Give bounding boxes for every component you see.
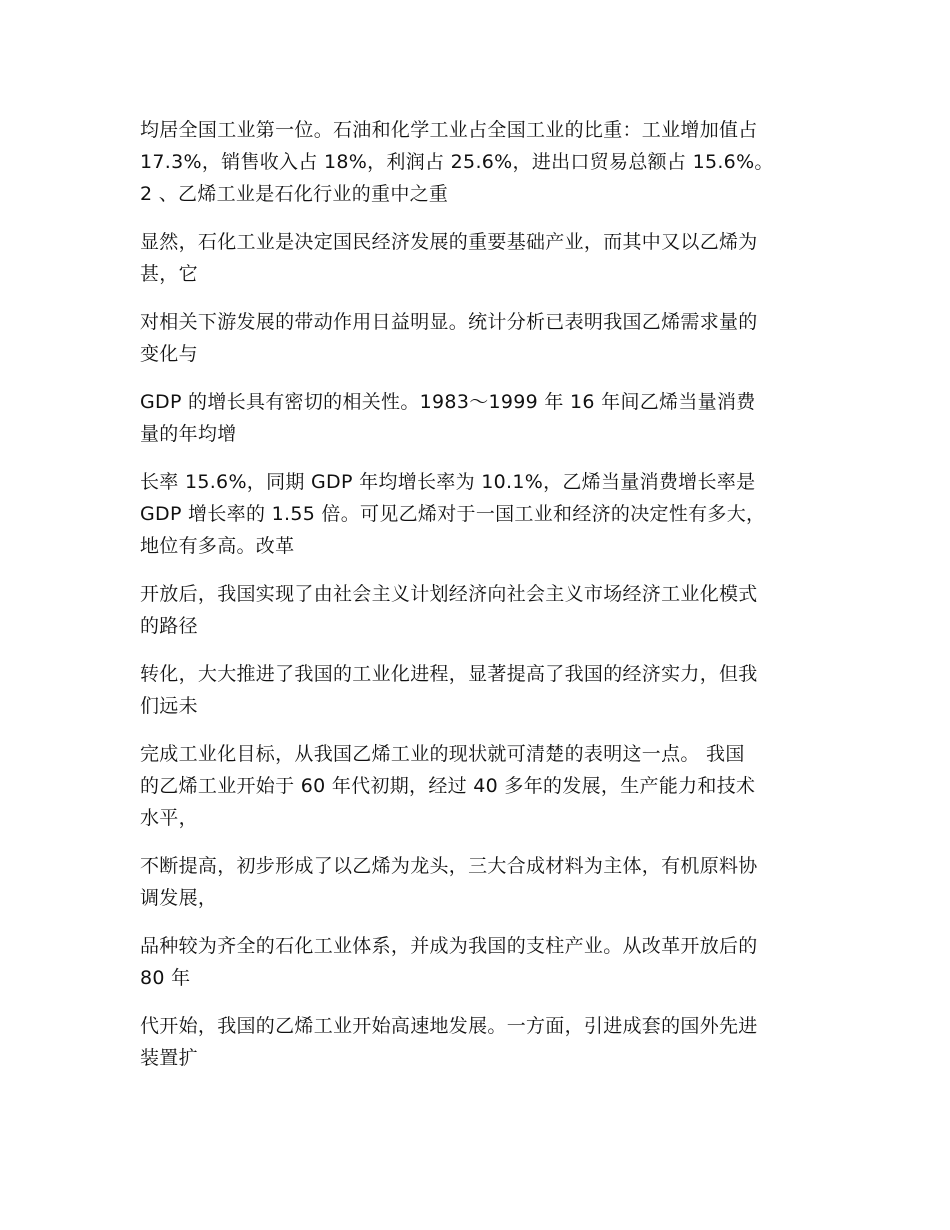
paragraph: [140, 306, 812, 370]
text-line: 长率 15.6%，同期 GDP 年均增长率为 10.1%，乙烯当量消费增长率是: [140, 471, 756, 493]
paragraph: [140, 930, 812, 994]
text-line: 80 年: [140, 967, 191, 989]
text-line: 均居全国工业第一位。石油和化学工业占全国工业的比重：工业增加值占: [140, 119, 758, 141]
paragraph: [140, 578, 812, 642]
text-line: 们远未: [140, 695, 198, 717]
text-line: 不断提高，初步形成了以乙烯为龙头，三大合成材料为主体，有机原料协: [140, 855, 758, 877]
text-line: 完成工业化目标，从我国乙烯工业的现状就可清楚的表明这一点。 我国: [140, 743, 745, 765]
document-body: [140, 114, 812, 1090]
text-line: 的路径: [140, 615, 198, 637]
text-line: 调发展，: [140, 887, 218, 909]
paragraph: [140, 386, 812, 450]
text-line: 显然，石化工业是决定国民经济发展的重要基础产业，而其中又以乙烯为: [140, 231, 758, 253]
text-line: 代开始，我国的乙烯工业开始高速地发展。一方面，引进成套的国外先进: [140, 1015, 758, 1037]
text-line: 开放后，我国实现了由社会主义计划经济向社会主义市场经济工业化模式: [140, 583, 758, 605]
paragraph: [140, 850, 812, 914]
paragraph: [140, 1010, 812, 1074]
text-line: 品种较为齐全的石化工业体系，并成为我国的支柱产业。从改革开放后的: [140, 935, 758, 957]
text-line: 地位有多高。改革: [140, 535, 295, 557]
text-line: GDP 增长率的 1.55 倍。可见乙烯对于一国工业和经济的决定性有多大，: [140, 503, 766, 525]
text-line: 转化，大大推进了我国的工业化进程，显著提高了我国的经济实力，但我: [140, 663, 758, 685]
text-line: 变化与: [140, 343, 198, 365]
text-line: 装置扩: [140, 1047, 198, 1069]
text-line: 甚，它: [140, 263, 198, 285]
paragraph: [140, 114, 812, 210]
paragraph: [140, 658, 812, 722]
text-line: 对相关下游发展的带动作用日益明显。统计分析已表明我国乙烯需求量的: [140, 311, 758, 333]
text-line: 2 、乙烯工业是石化行业的重中之重: [140, 183, 449, 205]
paragraph: [140, 738, 812, 834]
paragraph: [140, 466, 812, 562]
text-line: 17.3%，销售收入占 18%，利润占 25.6%，进出口贸易总额占 15.6%。: [140, 151, 774, 173]
text-line: 水平，: [140, 807, 198, 829]
text-line: 量的年均增: [140, 423, 237, 445]
text-line: 的乙烯工业开始于 60 年代初期，经过 40 多年的发展，生产能力和技术: [140, 775, 756, 797]
paragraph: [140, 226, 812, 290]
text-line: GDP 的增长具有密切的相关性。1983～1999 年 16 年间乙烯当量消费: [140, 391, 756, 413]
